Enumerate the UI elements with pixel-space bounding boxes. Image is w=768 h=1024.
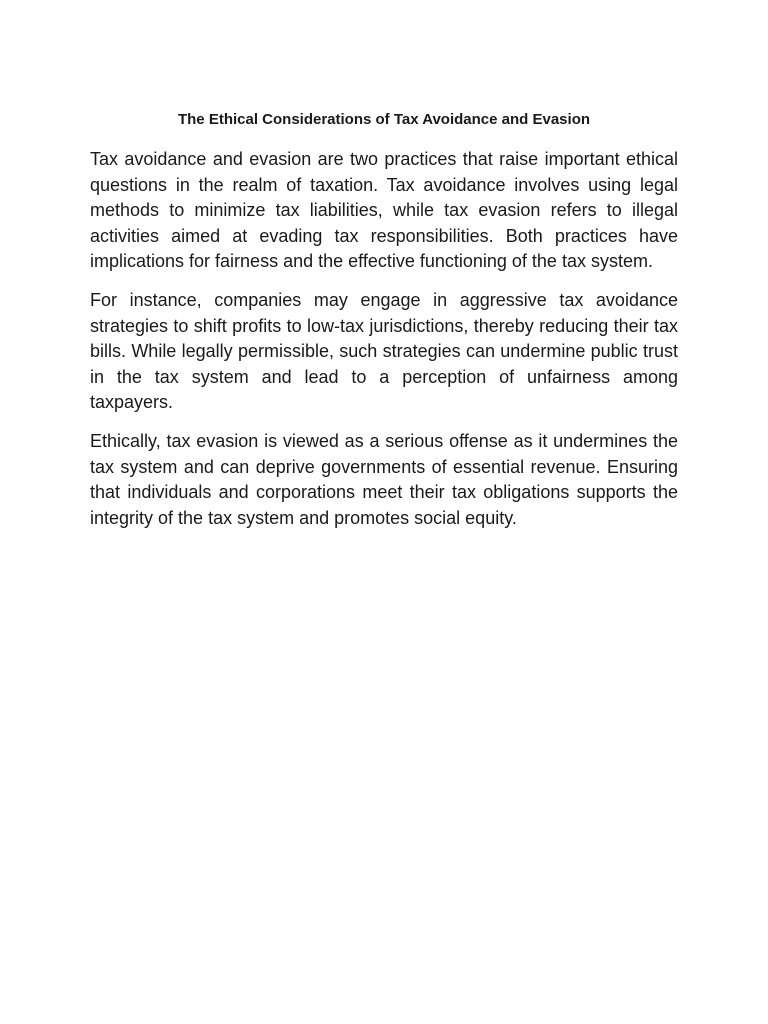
paragraph-ethics: Ethically, tax evasion is viewed as a serious offense as it undermines the tax system and can deprive governments of essential revenue. Ensuring that individuals and corporations meet their tax obligations supports the integrity of the tax system and promotes social equity.	[90, 430, 678, 528]
document-title: The Ethical Considerations of Tax Avoidance and Evasion	[177, 111, 591, 128]
paragraph-intro: Tax avoidance and evasion are two practices that raise important ethical questions in the realm of taxation. Tax avoidance involves using legal methods to minimize tax liabilities, while tax evasion refers to illegal activities aimed at evading tax responsibilities. Both practices have implications for fairness and the effective functioning of the tax system.	[90, 149, 678, 272]
paragraph-example: For instance, companies may engage in aggressive tax avoidance strategies to shift profits to low-tax jurisdictions, thereby reducing their tax bills. While legally permissible, such strategies can undermine public trust in the tax system and lead to a perception of unfairness among taxpayers.	[90, 289, 678, 413]
document-page	[90, 108, 678, 544]
